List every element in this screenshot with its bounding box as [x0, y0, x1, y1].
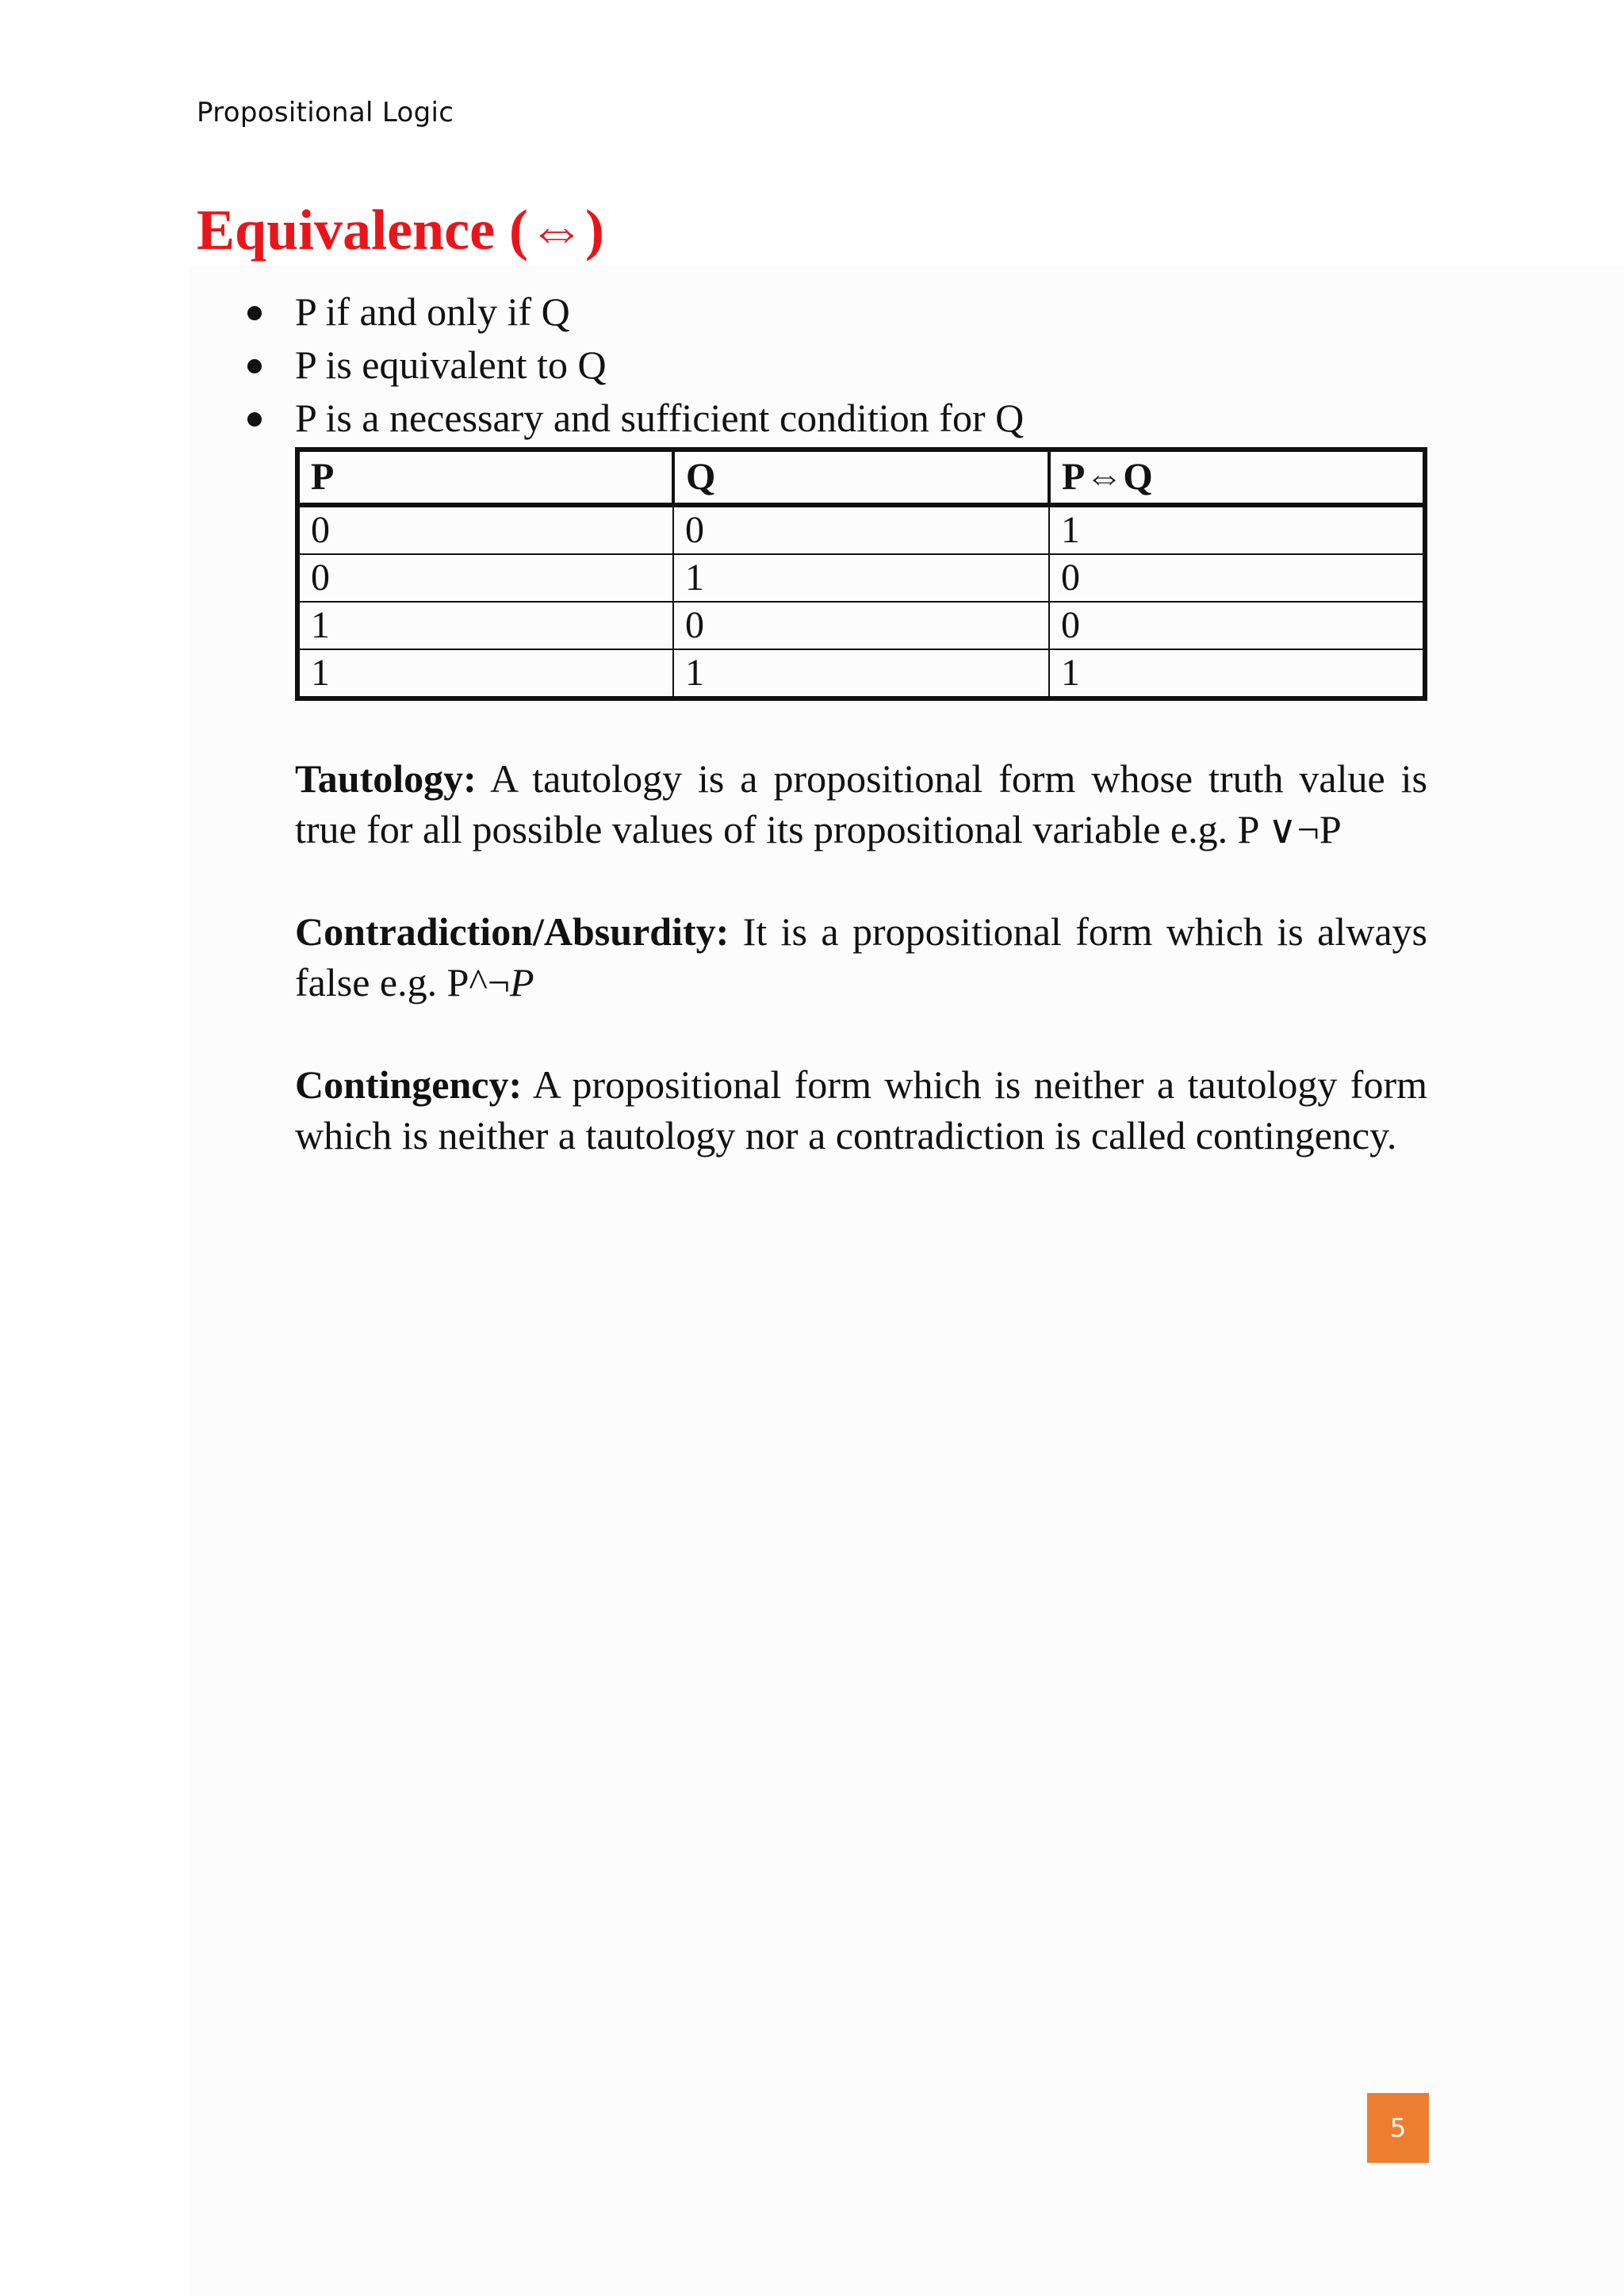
contradiction-text-italic: P	[510, 960, 534, 1004]
contingency-definition	[295, 1059, 1427, 1161]
bullet-item: P is a necessary and sufficient condition for Q	[238, 392, 1024, 445]
definitions-section	[295, 753, 1427, 1212]
table-cell: 0	[1049, 602, 1425, 649]
contradiction-text: It is a propositional form which is always false e.g. P^¬	[295, 909, 1427, 1004]
running-header: Propositional Logic	[197, 97, 454, 128]
table-cell: 0	[1049, 554, 1425, 602]
header-cell-p: P	[297, 450, 673, 505]
truth-table	[295, 447, 1427, 701]
bullet-item: P is equivalent to Q	[238, 339, 1024, 392]
table-cell: 0	[297, 505, 673, 554]
table-row	[297, 505, 1425, 554]
page-number: 5	[1367, 2093, 1429, 2163]
table-row	[297, 554, 1425, 602]
contingency-text: A propositional form which is neither a tautology form which is neither a tautology nor a contradiction is called contingency.	[295, 1062, 1427, 1158]
contradiction-definition	[295, 906, 1427, 1008]
section-title: Equivalence (⇔)	[197, 198, 604, 262]
contradiction-term: Contradiction/Absurdity:	[295, 909, 730, 954]
table-cell: 0	[673, 602, 1049, 649]
table-cell: 0	[673, 505, 1049, 554]
header-cell-p-iff-q: P⇔Q	[1049, 450, 1425, 505]
bullet-item: P if and only if Q	[238, 285, 1024, 339]
tautology-definition	[295, 753, 1427, 855]
table-row	[297, 649, 1425, 698]
tautology-text: A tautology is a propositional form whose truth value is true for all possible values of its propositional variable e.g. P ∨¬P	[295, 756, 1427, 851]
header-cell-q: Q	[673, 450, 1049, 505]
tautology-term: Tautology:	[295, 756, 477, 801]
bullet-list	[238, 285, 1024, 445]
table-cell: 0	[297, 554, 673, 602]
truth-table-header-row	[297, 450, 1425, 505]
table-cell: 1	[297, 649, 673, 698]
table-cell: 1	[297, 602, 673, 649]
table-row	[297, 602, 1425, 649]
table-cell: 1	[1049, 649, 1425, 698]
table-cell: 1	[673, 649, 1049, 698]
table-cell: 1	[1049, 505, 1425, 554]
contingency-term: Contingency:	[295, 1062, 523, 1107]
table-cell: 1	[673, 554, 1049, 602]
